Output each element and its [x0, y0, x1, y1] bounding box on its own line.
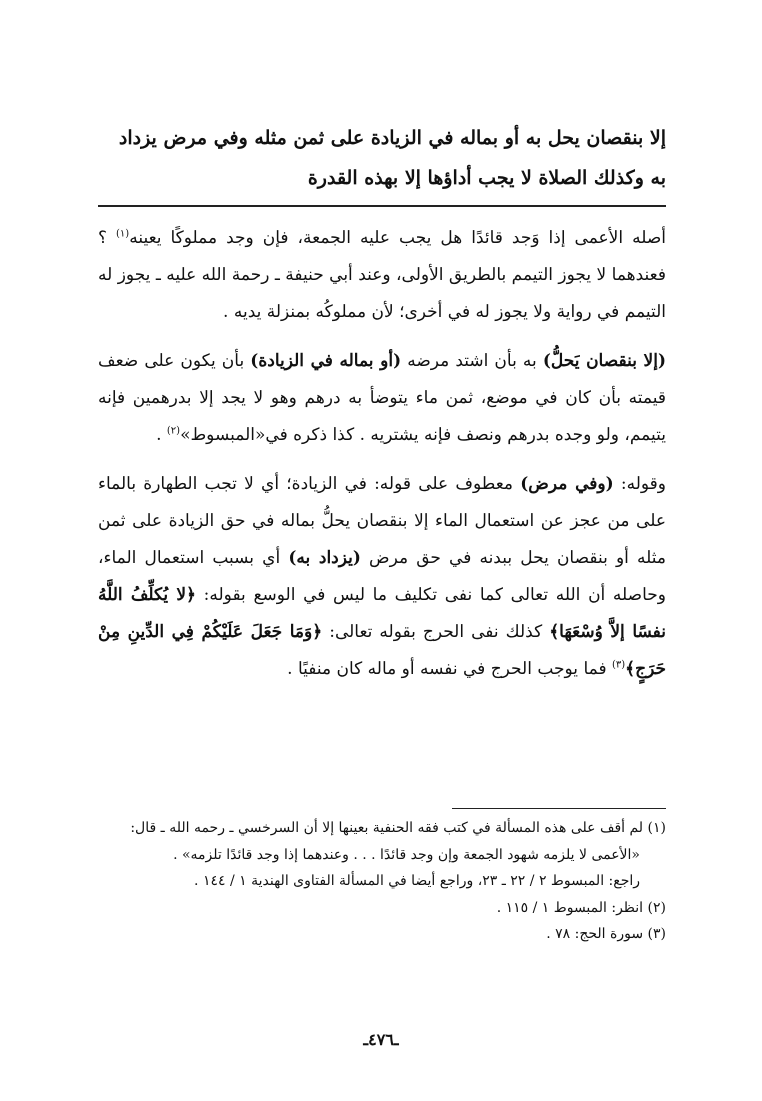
- quran-verse-1: ﴿لا يُكلِّفُ اللَّهُ نفسًا إلاَّ وُسْعَهَا﴾: [98, 585, 666, 642]
- paragraph-3: [98, 466, 666, 688]
- footnote-2-label: (٢): [647, 899, 666, 916]
- footnote-ref-2: (٢): [166, 425, 181, 437]
- p3-mid-1: معطوف على قوله: في الزيادة؛ أي لا تجب الطهارة بالماء على من عجز عن استعمال الماء إلا بنقصان يحلُّ بماله في حق الزيادة على ثمن مثله أو بنقصان يحل ببدنه في حق مرض: [98, 474, 666, 568]
- paragraph-2: [98, 343, 666, 454]
- matn-text: [98, 118, 666, 198]
- footnote-ref-3: (٣): [611, 659, 626, 671]
- p2-quote-2: (أو بماله في الزيادة): [250, 351, 402, 371]
- matn-line-1: إلا بنقصان يحل به أو بماله في الزيادة على ثمن مثله وفي مرض يزداد: [118, 127, 666, 149]
- matn-separator: [98, 205, 666, 207]
- p3-mid-2: أي بسبب استعمال الماء، وحاصله أن الله تعالى كما نفى تكليف ما ليس في الوسع بقوله:: [98, 548, 667, 605]
- p1-tail: ؟ فعندهما لا يجوز التيمم بالطريق الأولى، وعند أبي حنيفة ـ رحمة الله عليه ـ يجوز له التيمم في رواية ولا يجوز له في أخرى؛ لأن مملوكُه بمنزلة يديه .: [98, 228, 666, 322]
- footnote-1-quote: «الأعمى لا يلزمه شهود الجمعة وإن وجد قائدًا . . . وعندهما إذا وجد قائدًا تلزمه» .: [173, 846, 640, 863]
- p2-text: بأن يكون على ضعف قيمته بأن كان في موضع، ثمن ماء يتوضأ به درهم وهو لا يجد إلا بدرهمين فإنه يتيمم، ولو وجده بدرهم ونصف فإنه يشتريه . كذا ذكره في«المبسوط»: [98, 351, 666, 445]
- p3-start: وقوله:: [613, 474, 666, 494]
- quran-verse-2: ﴿وَمَا جَعَلَ عَلَيْكُمْ فِي الدِّينِ مِنْ حَرَجٍ﴾: [98, 622, 666, 679]
- p3-end: فما يوجب الحرج في نفسه أو ماله كان منفيًا .: [287, 659, 612, 679]
- p2-open: (: [657, 351, 666, 371]
- footnote-ref-1: (١): [116, 228, 130, 240]
- p3-mid-3: كذلك نفى الحرج بقوله تعالى:: [322, 622, 550, 642]
- commentary-text: [98, 220, 666, 700]
- footnote-1-label: (١): [647, 820, 666, 836]
- footnote-3-label: (٣): [647, 926, 666, 942]
- p2-mid-1: به بأن اشتد مرضه: [401, 351, 543, 371]
- matn-line-2: به وكذلك الصلاة لا يجب أداؤها إلا بهذه القدرة: [307, 167, 666, 189]
- footnote-separator: [452, 808, 666, 809]
- page-number: ـ٤٧٦ـ: [363, 1030, 399, 1049]
- footnotes: [98, 815, 666, 948]
- footnote-3-text: سورة الحج: ٧٨ .: [546, 926, 644, 942]
- footnote-1: [98, 815, 666, 842]
- footnote-1-text: لم أقف على هذه المسألة في كتب فقه الحنفية بعينها إلا أن السرخسي ـ رحمه الله ـ قال:: [130, 820, 644, 836]
- p1-text: أصله الأعمى إذا وَجد قائدًا هل يجب عليه الجمعة، فإن وجد مملوكًا يعينه: [129, 228, 666, 248]
- p2-end: .: [156, 425, 167, 445]
- p2-quote-1: إلا بنقصان يَحلُّ: [550, 351, 658, 371]
- footnote-2-text: انظر: المبسوط ١ / ١١٥ .: [496, 899, 644, 916]
- footnote-3: [98, 921, 666, 948]
- footnote-1-reference: راجع: المبسوط ٢ / ٢٢ ـ ٢٣، وراجع أيضا في المسألة الفتاوى الهندية ١ / ١٤٤ .: [194, 873, 640, 889]
- footnote-2: [98, 895, 666, 922]
- p3-quote-1: (وفي مرض): [520, 474, 614, 494]
- paragraph-1: [98, 220, 666, 331]
- p3-quote-2: (يزداد به): [288, 548, 361, 568]
- p2-close: ): [542, 351, 551, 371]
